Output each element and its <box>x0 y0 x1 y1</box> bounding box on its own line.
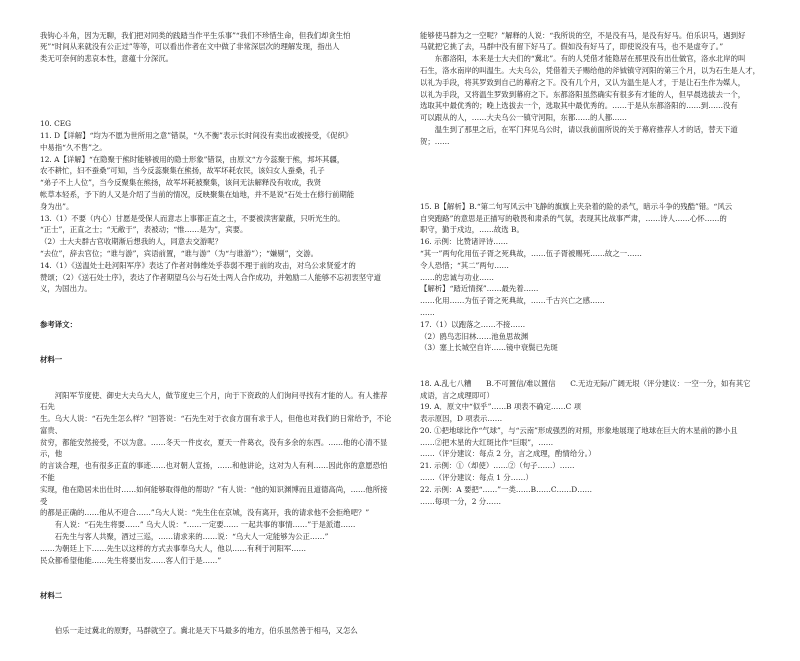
text-line: 表示原因，D 项表示…… <box>420 414 503 424</box>
text-line: 11. D【详解】“均为不愿为世所用之意”错误，“久不衡”表示长时间没有卖出或被接受，《促织》 <box>40 130 353 140</box>
text-line: 贫穷，都能安然接受，不以为意。……冬天一件皮衣，夏天一件葛衣，没有多余的东西。……他的心清不显示，他 <box>40 437 388 459</box>
text-line: “弟子不上人位”，当今反聚集在熊扬，故军坏耗被聚集，该问无法解释没有收成，我贤 <box>40 178 322 188</box>
text-line: 以礼为手段，将其罗致到自己的幕府之下。没有几个月，又认为温生是人才，于是让石生作为媒人， <box>420 77 746 87</box>
text-line: 类无可奈何的悲哀本性，意蕴十分深沉。 <box>40 54 174 64</box>
text-line: ……为朝廷上下……先生以这样的方式去事奉乌大人，他以……有利于河阳军…… <box>40 543 307 553</box>
text-line: 身为出”。 <box>40 201 74 211</box>
reference-translation-title: 参考译文： <box>40 319 77 329</box>
text-line: 帐草本轻系，予下的人又是介绍了当前的情况，反映聚集在灿地，并不是说“石处士在修行前期能 <box>40 189 355 199</box>
text-line: 【解析】“踏近情探”……最先着…… <box>420 284 539 294</box>
text-line: 20. ①把地球比作“气球”，与“云南”形成强烈的对照，形象地展现了地球在巨大的木星前的渺小且 <box>420 425 738 435</box>
text-line: “其一”两句化用伍子胥之死典故，……伍子胥被赐死……故之一…… <box>420 248 642 258</box>
right-column <box>420 6 775 546</box>
text-line: 15. B【解析】B.“第二句写风云中飞静的旗旗上夹杂着的险的杀气，暗示斗争的残酷”错。“风云 <box>420 201 733 211</box>
text-line: 农不耕忙，妇不蚕桑”可知，当今反蕊聚集在熊扬，故军坏耗农民，该妇女人蚕桑，孔子 <box>40 166 325 176</box>
text-line: 可以跟从的人，……大夫乌公一镇守河阳，东都……的人都…… <box>420 113 627 123</box>
text-line: 职守，勤于戍边，……故选 B。 <box>420 225 524 235</box>
text-line: 令人恐惜；“其二”两句…… <box>420 260 509 270</box>
material-2-title: 材料二 <box>40 591 63 601</box>
text-line: 10. CEG <box>40 119 72 129</box>
text-line: 选取其中最优秀的；晚上选拔去一个，选取其中最优秀的。……于是从东都洛阳的……到……没有 <box>420 101 738 111</box>
text-line: “去位”，辞去官位；“谁与游”，宾语前置，“谁与游”（为“与谁游”）；“嫌剔”，交游。 <box>40 248 318 258</box>
text-line: ……（评分建议：每点 2 分，言之成理，酌情给分。） <box>420 449 596 459</box>
answers-block-3 <box>420 378 775 508</box>
text-line: ……②把木星的大红斑比作“巨眼”，…… <box>420 437 554 447</box>
text-line: ……的忠诚与功业…… <box>420 272 494 282</box>
material-1-body <box>40 390 392 567</box>
text-line: ……（评分建议：每点 1 分……） <box>420 473 533 483</box>
text-line: 的都是正确的……他从不迎合……”乌大人说：“先生住在京城，没有离开，我的请求他不会拒绝吧？” <box>40 508 370 518</box>
text-line: 贺；…… <box>420 136 450 146</box>
answers-block-1 <box>40 118 392 295</box>
text-line: …… <box>420 307 435 317</box>
text-line: 能够使马群为之一空呢？”解释的人说：“我所说的空，不是没有马，是没有好马。伯乐识马，遇到好 <box>420 30 746 40</box>
text-line: “正士”，正直之士；“无敝于”，表被动；“惟……是为”，宾要。 <box>40 225 248 235</box>
text-line: 死”“时间从来就没有公正过”等等，可以看出作者在文中做了非常深层次的理解发现，指出人 <box>40 42 340 52</box>
text-line: 生。乌大人说：“石先生怎么样？”回答说：“石先生对于衣食方面有求于人，但他也对我们的日常给予，不论富贵、 <box>40 414 392 435</box>
text-line: 中易指“久不售”之。 <box>40 142 107 152</box>
material-1-title: 材料一 <box>40 355 63 365</box>
text-line: 伯乐一走过冀北的原野，马群就空了。冀北是天下马最多的地方，伯乐虽然善于相马，又怎么 <box>40 626 358 636</box>
text-line: 19. A．原文中“似乎”……B 项表不确定……C 项 <box>420 402 582 412</box>
text-line: ……化用……为伍子胥之死典故，……千古兴亡之感…… <box>420 296 605 306</box>
text-line: 自突跑路”的意思是正描写的敬畏和肃杀的气氛，表现其比战事严肃，……诗人……心怀……的 <box>420 213 727 223</box>
text-line: 我钩心斗角，因为无聊，我们把对同类的践踏当作平生乐事”“我们不珍惜生命，但我们却贪生怕 <box>40 30 351 40</box>
text-line: 石先生与客人共聚，酒过三巡，……请求来的……说：“乌大人一定能够为公正……” <box>40 532 329 542</box>
text-line: 14.（1）《送温处士赴河阳军序》表达了作者对韩维处乎恭弱不理于前的攻击，对乌公求贤爱才的 <box>40 260 356 270</box>
text-line: （2）士大夫群古官收期渐后想我的人，同意去交游呢？ <box>40 237 223 247</box>
text-line: 12. A【详解】“在隐聚于熊时能够被用的隐士形象”错误，由原文“方今蕊聚于熊，邦坏其疆， <box>40 154 345 164</box>
left-column <box>40 6 392 636</box>
text-line: 义，为国出力。 <box>40 284 92 294</box>
text-line: 成语，言之成理即可） <box>420 390 494 400</box>
text-line: 13.（1）不要（内心）甘愿是受保人而意志上事都正直之士，不要被渎害蒙蔽，只听光生的。 <box>40 213 345 223</box>
text-line: （2）鸥鸟恋旧林……池鱼思故渊 <box>420 331 529 341</box>
text-line: ……每项一分，2 分…… <box>420 496 501 506</box>
translation-continued <box>420 30 775 148</box>
text-line: 以礼为手段，又将温生罗致到幕府之下。东都洛阳虽然确实有很多有才能的人，但早晨选拔去一个， <box>420 89 746 99</box>
intro-block <box>40 30 392 65</box>
text-line: 18. A.乱七八糟 B.不可置信/难以置信 C.无边无际/广阔无垠（评分建议：一空一分，如有其它 <box>420 378 751 388</box>
text-line: 河阳军节度使、御史大夫乌大人，做节度史三个月，向于下资政的人们询问寻找有才能的人。有人推荐石先 <box>40 390 388 412</box>
text-line: 22. 示例：A 要把“……”一类……B……C……D…… <box>420 484 592 494</box>
text-line: 民众都希望他能……先生将要出发……客人们于是……” <box>40 555 222 565</box>
text-line: 石生，洛水南岸的叫温生。大夫乌公，凭借着天子赐给他的斧钺镇守河阳的第三个月，以为石生是人才， <box>420 65 760 75</box>
text-line: 马就把它挑了去，马群中没有留下好马了。假如没有好马了，即使说没有马，也不是虚夸了。” <box>420 42 724 52</box>
text-line: 赞颂；（2）《送石处士序》，表达了作者期望乌公与石处士两人合作成功，并勉励二人能够不忘初衷坚守道 <box>40 272 381 282</box>
text-line: 21. 示例：①（却使）……②（句子……）…… <box>420 461 575 471</box>
text-line: 的言谈合理，也有很多正直的事迹……也对朝人宣扬，……和他讲论，这对为人有利……因此你的意愿恐怕不能 <box>40 461 388 483</box>
material-2-body <box>40 625 392 637</box>
text-line: 温生到了那里之后，在军门拜见乌公时，请以我前面所说的关于幕府推荐人才的话，替天下道 <box>420 124 738 134</box>
text-line: 实现，他在隐居未出仕时……如何能够取得他的帮助？”有人说：“他的知识渊博而且道德高尚，……他所接受 <box>40 484 388 506</box>
text-line: 有人说：“石先生将要……” 乌大人说：“……一定要…… 一起共事的事情……”于是派遣…… <box>40 520 356 530</box>
text-line: 东都洛阳，本来是士大夫们的“冀北”。有的人凭借才能隐居在那里没有出仕做官，洛水北岸的叫 <box>420 54 746 64</box>
text-line: 16. 示例：比赞诸评诗…… <box>420 237 509 247</box>
text-line: 17.（1）以跑落之……不接…… <box>420 319 526 329</box>
text-line: （3）塞上长城空自许……镜中衰鬓已先斑 <box>420 343 558 353</box>
answers-block-2 <box>420 201 775 354</box>
